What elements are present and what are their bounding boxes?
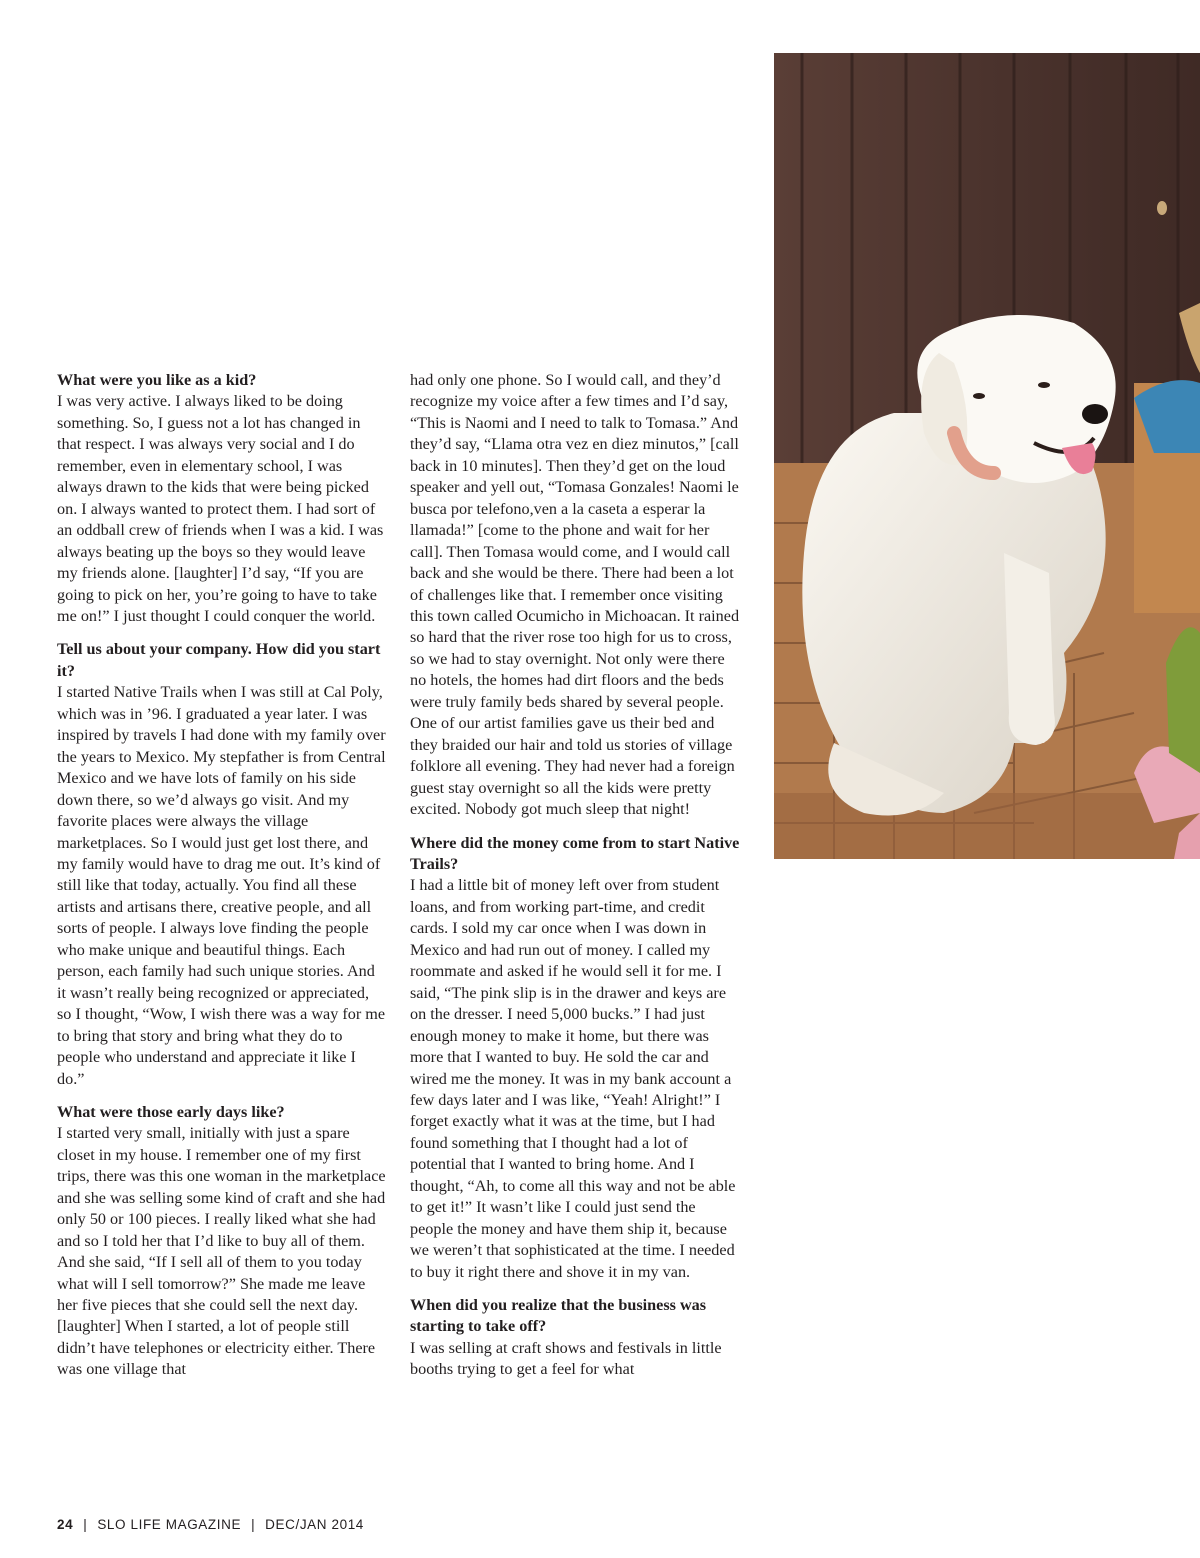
answer-text: had only one phone. So I would call, and they’d recognize my voice after a few times and I’d say, “This is Naomi and I need to talk to Tomasa.” And they’d say, “Llama otra vez en diez minutos,” [call back in 10 minutes]. Then they’d get on the loud speaker and yell out, “Tomasa Gonzales! Naomi le busca por telefono,ven a la caseta a esperar la llamada!” [come to the phone and wait for her call]. Then Tomasa would come, and I would call back and she would be there. There had been a lot of challenges like that. I remember once visiting this town called Ocumicho in Michoacan. It rained so hard that the river rose too high for us to cross, so we had to stay overnight. Not only were there no hotels, the homes had dirt floors and the beds were truly family beds shared by several people. One of our artist families gave us their bed and they braided our hair and told us stories of village folklore all evening. They had never had a foreign guest stay overnight so all the kids were pretty excited. Nobody got much sleep that night!	[410, 371, 740, 819]
footer-separator: |	[251, 1517, 256, 1532]
answer-text: I had a little bit of money left over from student loans, and from working part-time, and credit cards. I sold my car once when I was down in Mexico and had run out of money. I called my roommate and asked if he would sell it for me. I said, “The pink slip is in the drawer and keys are on the dresser. I need 5,000 bucks.” I had just enough money to make it home, but there was more that I wanted to buy. He sold the car and wired me the money. It was in my bank account a few days later and I was like, “Yeah! Alright!” I forget exactly what it was at the time, but I had found something that I thought had a lot of potential that I wanted to bring home. And I thought, “Ah, to come all this way and not be able to get it!” It wasn’t like I could just send the people the money and have them ship it, because we weren’t that sophisticated at the time. I needed to buy it right there and shove it in my van.	[410, 876, 736, 1281]
white-dog-illustration	[774, 53, 1200, 859]
qa-block	[57, 1102, 387, 1381]
qa-block	[57, 639, 387, 1090]
footer-separator: |	[83, 1517, 88, 1532]
qa-block	[410, 1295, 742, 1381]
answer-text: I started Native Trails when I was still at Cal Poly, which was in ’96. I graduated a year later. I was inspired by travels I had done with my family over the years to Mexico. My stepfather is from Central Mexico and we have lots of family on his side down there, so we’d always go visit. And my favorite places were always the village marketplaces. So I would just get lost there, and my family would have to drag me out. It’s kind of still like that today, actually. You find all these artists and artisans there, creative people, and all sorts of people. I always love finding the people who make unique and beautiful things. Each person, each family had such unique stories. And it wasn’t really being recognized or appreciated, so I thought, “Wow, I wish there was a way for me to bring that story and bring what they do to people who understand and appreciate it like I do.”	[57, 683, 386, 1088]
page-number: 24	[57, 1517, 74, 1532]
answer-text: I started very small, initially with just a spare closet in my house. I remember one of my first trips, there was this one woman in the marketplace and she was selling some kind of craft and she had only 50 or 100 pieces. I really liked what she had and so I told her that I’d like to buy all of them. And she said, “If I sell all of them to you today what will I sell tomorrow?” She made me leave her five pieces that she could sell the next day. [laughter] When I started, a lot of people still didn’t have telephones or electricity either. There was one village that	[57, 1124, 386, 1379]
qa-block	[57, 370, 387, 627]
article-column-2	[410, 370, 742, 1393]
publication-name: SLO LIFE MAGAZINE	[97, 1517, 242, 1532]
question-heading: When did you realize that the business was starting to take off?	[410, 1296, 707, 1336]
question-heading: What were you like as a kid?	[57, 371, 257, 389]
question-heading: Tell us about your company. How did you start it?	[57, 640, 381, 680]
question-heading: What were those early days like?	[57, 1102, 285, 1121]
answer-text: I was selling at craft shows and festivals in little booths trying to get a feel for what	[410, 1338, 722, 1379]
answer-text: I was very active. I always liked to be doing something. So, I guess not a lot has changed in that respect. I was always very social and I do remember, even in elementary school, I was always drawn to the kids that were being picked on. I always wanted to protect them. I had sort of an oddball crew of friends when I was a kid. I was always beating up the boys so they would leave my friends alone. [laughter] I’d say, “If you are going to pick on her, you’re going to have to take me on!” I just thought I could conquer the world.	[57, 392, 384, 625]
page-footer	[57, 1517, 657, 1532]
issue-date: DEC/JAN 2014	[265, 1517, 364, 1532]
article-column-1	[57, 370, 387, 1393]
white-dog-photo	[774, 53, 1200, 859]
qa-block	[410, 833, 742, 1284]
question-heading: Where did the money come from to start Native Trails?	[410, 833, 740, 873]
continued-paragraph	[410, 370, 742, 821]
